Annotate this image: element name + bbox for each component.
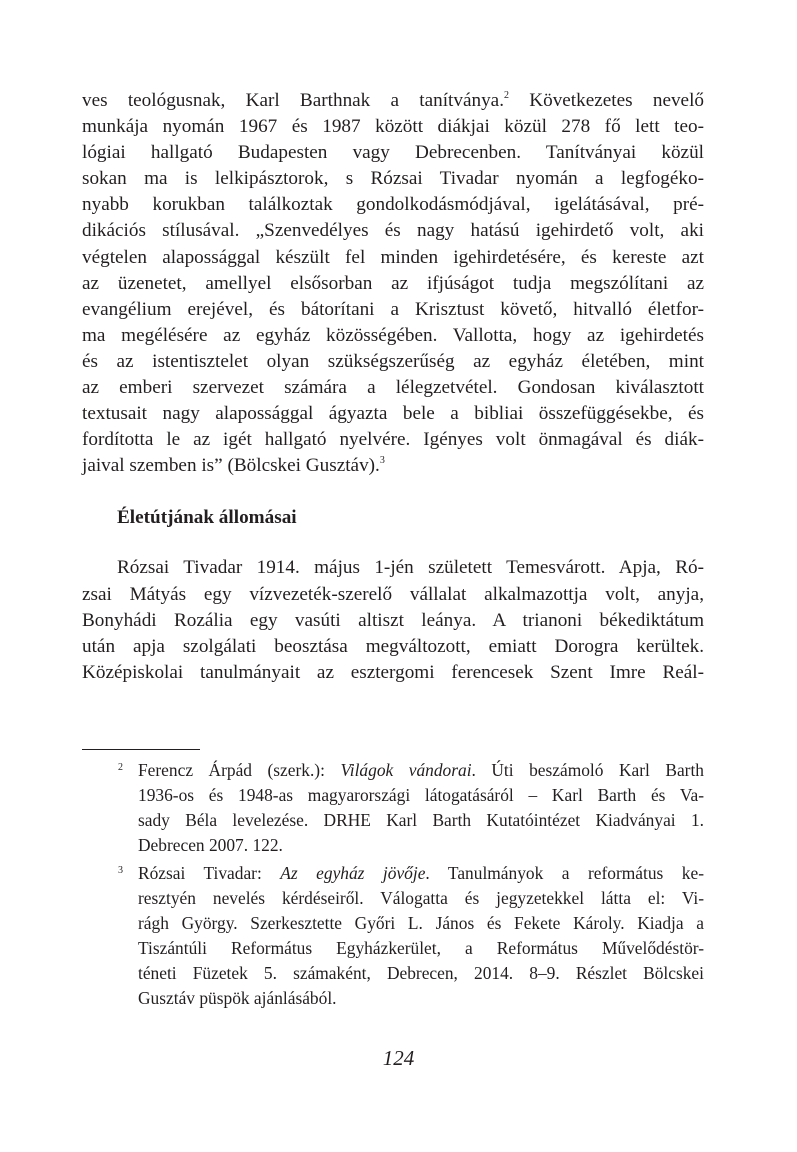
footnote-line: Tiszántúli Református Egyházkerület, a Református Művelődéstör- — [138, 938, 704, 958]
paragraph-2 — [82, 555, 704, 685]
footnote-ref-3[interactable]: 3 — [379, 455, 385, 467]
text-line: fordította le az igét hallgató nyelvére. Igényes volt önmagával és diák- — [82, 429, 704, 451]
text-line: nyabb korukban találkoztak gondolkodásmódjával, igelátásával, pré- — [82, 194, 704, 216]
section-heading: Életútjának állomásai — [117, 507, 297, 529]
text-line: dikációs stílusával. „Szenvedélyes és nagy hatású igehirdető volt, aki — [82, 220, 704, 242]
text-line: sokan ma is lelkipásztorok, s Rózsai Tivadar nyomán a legfogéko- — [82, 168, 704, 190]
main-text — [82, 88, 704, 686]
footnote-line: Debrecen 2007. 122. — [138, 835, 283, 855]
cited-title: Világok vándorai — [340, 760, 472, 780]
page-number: 124 — [382, 1046, 415, 1070]
text-line: ma megélésére az egyház közösségében. Vallotta, hogy az igehirdetés — [82, 324, 704, 346]
text-line: után apja szolgálati beosztása megváltozott, emiatt Dorogra kerültek. — [82, 635, 704, 657]
text-line: zsai Mátyás egy vízvezeték-szerelő vállalat alkalmazottja volt, anyja, — [82, 583, 704, 605]
footnote-line: Rózsai Tivadar: Az egyház jövője. Tanulmányok a református ke- — [138, 863, 704, 883]
text-line: az üzenetet, amellyel elsősorban az ifjúságot tudja megszólítani az — [82, 272, 704, 294]
text-line: Rózsai Tivadar 1914. május 1-jén született Temesvárott. Apja, Ró- — [117, 557, 704, 579]
footnote-line: sady Béla levelezése. DRHE Karl Barth Kutatóintézet Kiadványai 1. — [138, 810, 704, 830]
footnotes — [82, 758, 704, 1014]
text-line: és az istentisztelet olyan szükségszerűség az egyház életében, mint — [82, 350, 704, 372]
text-line: Bonyhádi Rozália egy vasúti altiszt leánya. A trianoni békediktátum — [82, 609, 704, 631]
text-line: jaival szemben is” (Bölcskei Gusztáv).$^3$ — [82, 455, 385, 477]
text-line: textusait nagy alapossággal ágyazta bele a bibliai összefüggésekbe, és — [82, 403, 704, 425]
footnote-line: rágh György. Szerkesztette Győri L. János és Fekete Károly. Kiadja a — [138, 913, 704, 933]
footnote-line: 1936-os és 1948-as magyarországi látogatásáról – Karl Barth és Va- — [138, 785, 704, 805]
text-line: az emberi szervezet számára a lélegzetvétel. Gondosan kiválasztott — [82, 377, 704, 399]
footnote-2 — [82, 758, 704, 858]
text-line: végtelen alapossággal készült fel minden igehirdetésére, és kereste azt — [82, 246, 704, 268]
paragraph-1 — [82, 88, 704, 479]
footnote-ref-2[interactable]: 2 — [504, 90, 509, 101]
footnote-line: téneti Füzetek 5. számaként, Debrecen, 2014. 8–9. Részlet Bölcskei — [138, 963, 704, 983]
footnote-line: Ferencz Árpád (szerk.): Világok vándorai. Úti beszámoló Karl Barth — [138, 760, 704, 780]
footnote-number: 3 — [118, 865, 123, 876]
cited-title: Az egyház jövője — [280, 863, 426, 883]
text-line: munkája nyomán 1967 és 1987 között diákjai közül 278 fő lett teo- — [82, 116, 704, 138]
footnote-3 — [82, 861, 704, 1011]
text-line: evangélium erejével, és bátorítani a Krisztust követő, hitvalló életfor- — [82, 298, 704, 320]
footnote-line: resztyén nevelés kérdéseiről. Válogatta és jegyzetekkel látta el: Vi- — [138, 888, 704, 908]
text-line: ves teológusnak, Karl Barthnak a tanítványa.$^2$ Következetes nevelő — [82, 90, 704, 111]
text-line: lógiai hallgató Budapesten vagy Debrecenben. Tanítványai közül — [82, 142, 704, 164]
footnote-line: Gusztáv püspök ajánlásából. — [138, 988, 337, 1008]
text-line: Középiskolai tanulmányait az esztergomi ferencesek Szent Imre Reál- — [82, 661, 704, 683]
footnote-number: 2 — [118, 762, 123, 773]
footnote-separator — [82, 749, 200, 750]
